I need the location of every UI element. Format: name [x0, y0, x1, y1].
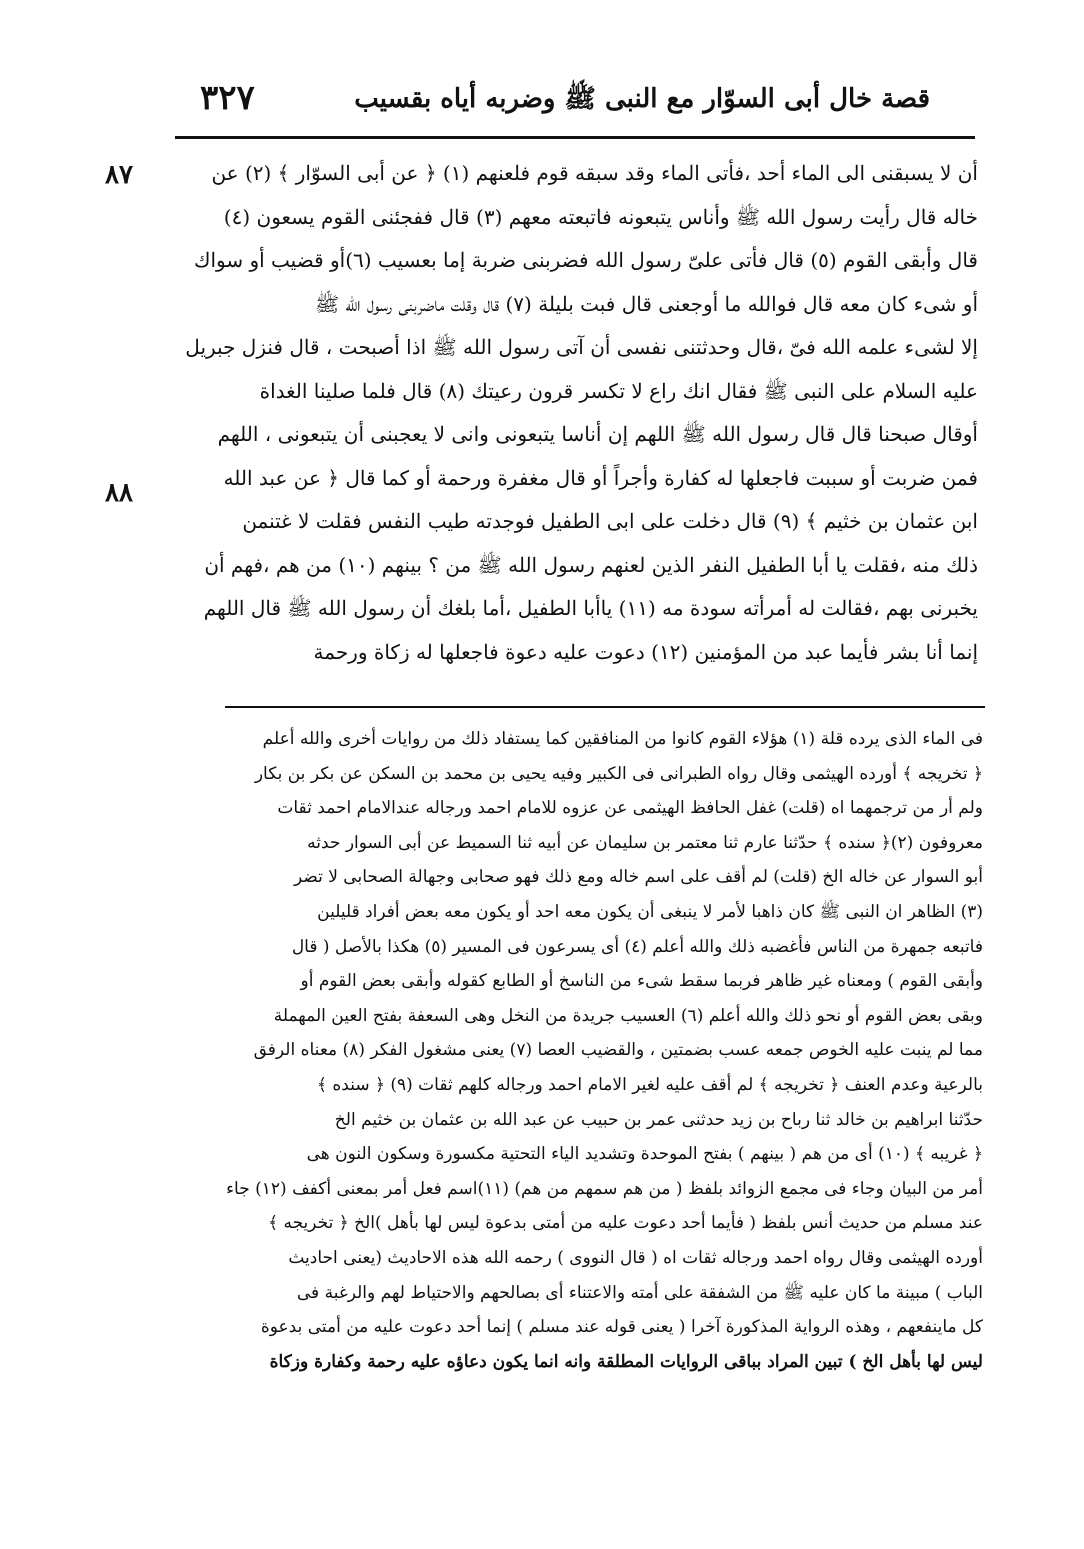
main-text-line: قال وأبقى القوم (٥) قال فأتى علىّ رسول الله فضربنى ضربة إما بعسيب (٦)أو قضيب أو سواك [193, 248, 978, 272]
hadith-number-87: ٨٧ [105, 160, 133, 190]
main-text-line: خاله قال رأيت رسول الله ﷺ وأناس يتبعونه فاتبعته معهم (٣) قال ففجئنى القوم يسعون (٤) [223, 204, 978, 229]
footnote-line: عند مسلم من حديث أنس بلفظ ( فأيما أحد دعوت عليه من أمتى بدعوة ليس لها بأهل )الخ ﴿ تخريجه ﴾ [268, 1213, 983, 1234]
footnote-line: وأبقى القوم ) ومعناه غير ظاهر فربما سقط شىء من الناسخ أو الطابع كقوله وأبقى بعض القوم أو [300, 971, 983, 992]
footnote-line: الباب ) مبينة ما كان عليه ﷺ من الشفقة على أمته والاعتناء أى بصالحهم والاحتياط لهم والرغبة فى [296, 1282, 983, 1303]
main-text-line: أن لا يسبقنى الى الماء أحد ،فأتى الماء وقد سبقه قوم فلعنهم (١) ﴿ عن أبى السوّار ﴾ (٢) عن [211, 161, 978, 185]
main-text-line: ابن عثمان بن خثيم ﴾ (٩) قال دخلت على ابى الطفيل فوجدته طيب النفس فقلت لا غتنمن [242, 509, 978, 533]
footnote-divider [225, 706, 985, 708]
main-text-line: إلا لشىء علمه الله فىّ ،قال وحدثتنى نفسى أن آتى رسول الله ﷺ اذا أصبحت ، قال فنزل جبريل [185, 335, 978, 359]
running-title: قصة خال أبى السوّار مع النبى ﷺ وضربه أياه بقسيب [354, 84, 930, 114]
main-text-line: يخبرنى بهم ،فقالت له أمرأته سودة مه (١١) ياأبا الطفيل ،أما بلغك أن رسول الله ﷺ قال اللهم [203, 596, 978, 620]
footnote-line: معروفون (٢)﴿ سنده ﴾ حدّثنا عارم ثنا معتمر بن سليمان عن أبيه ثنا السميط عن أبى السوار حدثه [307, 832, 983, 853]
main-text-line: عليه السلام على النبى ﷺ فقال انك راع لا تكسر قرون رعيتك (٨) قال فلما صلينا الغداة [259, 378, 978, 403]
footnote-line: أبو السوار عن خاله الخ (قلت) لم أقف على اسم خاله ومع ذلك فهو صحابى وجهالة الصحابى لا تضر [293, 867, 983, 888]
header-divider [175, 136, 975, 139]
footnote-line: ولم أر من ترجمهما اه (قلت) غفل الحافظ الهيثمى عن عزوه للامام احمد ورجاله عندالامام احمد ثقات [277, 798, 983, 819]
page-header [170, 78, 930, 122]
page-number: ٣٢٧ [200, 78, 255, 118]
main-text-line: إنما أنا بشر فأيما عبد من المؤمنين (١٢) دعوت عليه دعوة فاجعلها له زكاة ورحمة [313, 639, 978, 664]
main-text-line: ذلك منه ،فقلت يا أبا الطفيل النفر الذين لعنهم رسول الله ﷺ من ؟ بينهم (١٠) من هم ،فهم أن [204, 552, 978, 577]
footnote-line: أورده الهيثمى وقال رواه احمد ورجاله ثقات اه ( قال النووى ) رحمه الله هذه الاحاديث (يعنى احاديث [288, 1247, 983, 1268]
main-text-line: أوقال صبحنا قال قال رسول الله ﷺ اللهم إن أناسا يتبعونى وانى لا يعجبنى أن يتبعونى ، اللهم [217, 422, 978, 446]
footnote-line: فى الماء الذى يرده قلة (١) هؤلاء القوم كانوا من المنافقين كما يستفاد ذلك من روايات أخرى والله أعلم [262, 729, 983, 749]
footnote-line: ﴿ تخريجه ﴾ أورده الهيثمى وقال رواه الطبرانى فى الكبير وفيه يحيى بن محمد بن السكن عن بكر بن بكار [254, 763, 983, 784]
footnote-line: مما لم ينبت عليه الخوص جمعه عسب بضمتين ، والقضيب العصا (٧) يعنى مشغول الفكر (٨) معناه الرفق [253, 1040, 983, 1061]
footnote-line: (٣) الظاهر ان النبى ﷺ كان ذاهبا لأمر لا ينبغى أن يكون معه احد أو يكون معه بعض أفراد قليلين [317, 901, 983, 922]
footnotes [175, 722, 983, 1379]
footnote-line: فاتبعه جمهرة من الناس فأغضبه ذلك والله أعلم (٤) أى يسرعون فى المسير (٥) هكذا بالأصل ( قال [291, 936, 983, 957]
main-text-line: أو شىء كان معه قال فوالله ما أوجعنى قال فبت بليلة (٧) قال وقلت ماضربنى رسول الله ﷺ [315, 291, 978, 316]
main-text [178, 152, 978, 674]
footnote-line: بالرعية وعدم العنف ﴿ تخريجه ﴾ لم أقف عليه لغير الامام احمد ورجاله كلهم ثقات (٩) ﴿ سنده ﴾ [317, 1074, 983, 1095]
footnote-line: وبقى بعض القوم أو نحو ذلك والله أعلم (٦) العسيب جريدة من النخل وهى السعفة بفتح العين المهملة [273, 1005, 983, 1026]
footnote-line: حدّثنا ابراهيم بن خالد ثنا رباح بن زيد حدثنى عمر بن حبيب عن عبد الله بن عثمان بن خثيم الخ [334, 1109, 983, 1130]
main-text-line: فمن ضربت أو سببت فاجعلها له كفارة وأجراً أو قال مغفرة ورحمة أو كما قال ﴿ عن عبد الله [223, 465, 978, 490]
footnote-line: ﴿ غريبه ﴾ (١٠) أى من هم ( بينهم ) بفتح الموحدة وتشديد الياء التحتية مكسورة وسكون النون هى [306, 1144, 983, 1165]
footnote-line: ليس لها بأهل الخ ) تبين المراد بباقى الروايات المطلقة وانه انما يكون دعاؤه عليه رحمة وكفارة وزكاة [269, 1351, 983, 1372]
footnote-line: أمر من البيان وجاء فى مجمع الزوائد بلفظ ( من هم سمهم من هم) (١١)اسم فعل أمر بمعنى أكفف (١٢) جاء [226, 1178, 983, 1199]
footnote-line: كل ماينفعهم ، وهذه الرواية المذكورة آخرا ( يعنى قوله عند مسلم ) إنما أحد دعوت عليه من أمتى بدعوة [260, 1317, 983, 1338]
hadith-number-88: ٨٨ [105, 478, 133, 508]
